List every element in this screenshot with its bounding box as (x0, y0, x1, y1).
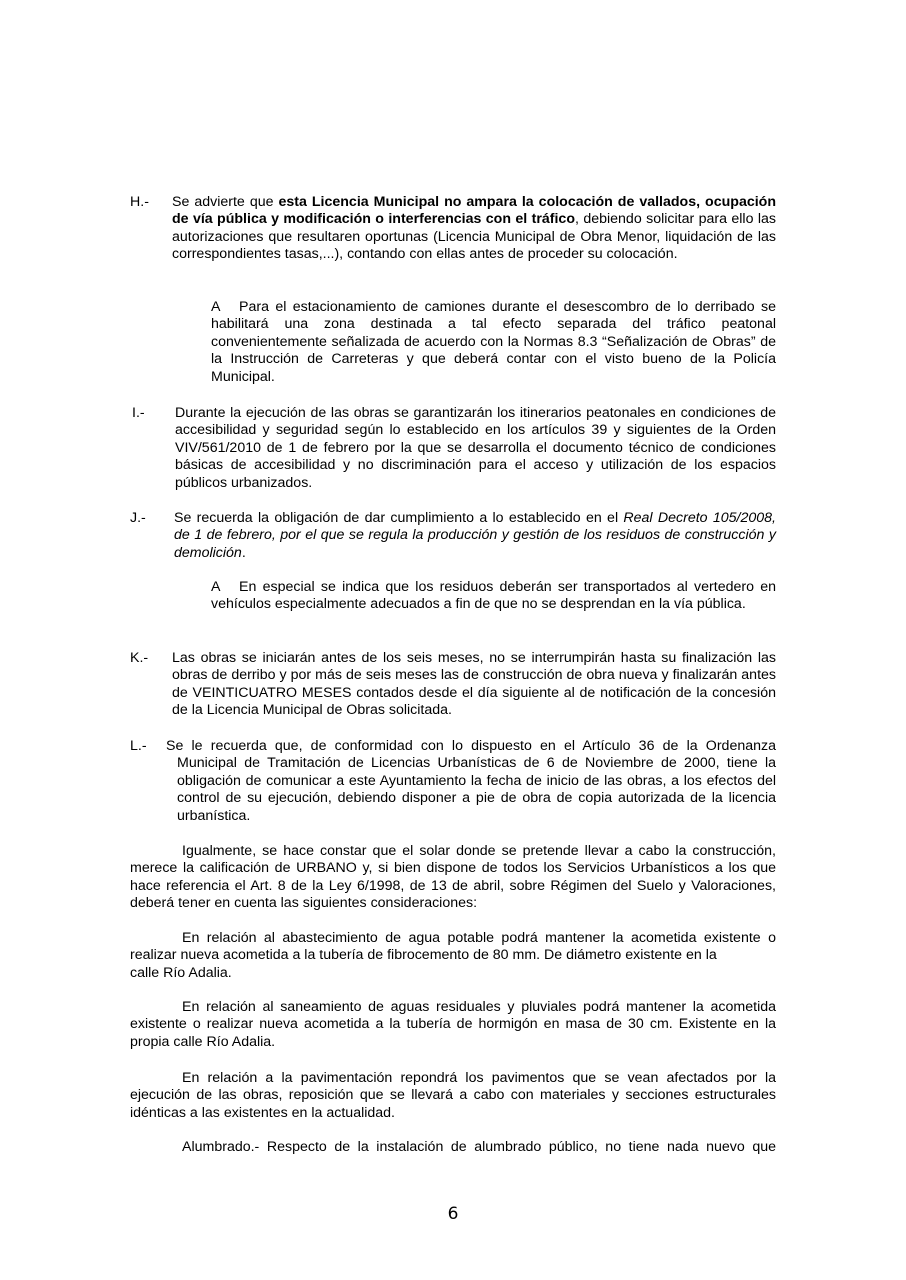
paragraph-alumbrado: Alumbrado.- Respecto de la instalación de alumbrado público, no tiene nada nuevo que (182, 1139, 776, 1155)
clause-h (130, 194, 776, 264)
clause-i-text: Durante la ejecución de las obras se garantizarán los itinerarios peatonales en condiciones de accesibilidad y seguridad según lo establecido en los artículos 39 y siguientes de la Orden VIV/561/2010 de 1 de febrero por la que se desarrolla el documento técnico de condiciones básicas de accesibilidad y no discriminación para el acceso y utilización de los espacios públicos urbanizados. (175, 405, 776, 491)
clause-j (130, 510, 776, 562)
clause-h-label: H.- (130, 194, 149, 210)
clause-i (130, 405, 776, 492)
clause-h-text: Se advierte que esta Licencia Municipal no ampara la colocación de vallados, ocupación de vía pública y modificación o interferencias con el tráfico, debiendo solicitar para ello las autorizaciones que resultaren oportunas (Licencia Municipal de Obra Menor, liquidación de las correspondientes tasas,...), contando con ellas antes de proceder su colocación. (172, 194, 776, 263)
paragraph-agua: En relación al abastecimiento de agua potable podrá mantener la acometida existente o realizar nueva acometida a la tubería de fibrocemento de 80 mm. De diámetro existente en la calle Río Adalia. (130, 930, 776, 981)
clause-j-sub-label: A (211, 579, 221, 595)
clause-k-label: K.- (130, 650, 149, 666)
clause-h-sub-label: A (211, 299, 221, 315)
clause-i-label: I.- (132, 405, 145, 421)
clause-j-sub-text: En especial se indica que los residuos deberán ser transportados al vertedero en vehículos especialmente adecuados a fin de que no se desprendan en la vía pública. (211, 579, 776, 613)
paragraph-pavimentacion: En relación a la pavimentación repondrá los pavimentos que se vean afectados por la ejecución de las obras, reposición que se llevará a cabo con materiales y secciones estructurales idénticas a las existentes en la actualidad. (130, 1070, 776, 1121)
clause-h-bold: esta Licencia Municipal no ampara la colocación de vallados, ocupación de vía pública y modificación o interferencias con el tráfico (172, 194, 776, 228)
clause-j-label: J.- (130, 510, 146, 526)
page-number: 6 (447, 1204, 459, 1224)
paragraph-igualmente: Igualmente, se hace constar que el solar donde se pretende llevar a cabo la construcción, merece la calificación de URBANO y, si bien dispone de todos los Servicios Urbanísticos a los que hace referencia el Art. 8 de la Ley 6/1998, de 13 de abril, sobre Régimen del Suelo y Valoraciones, deberá tener en cuenta las siguientes consideraciones: (130, 843, 776, 912)
clause-j-italic: Real Decreto 105/2008, de 1 de febrero, por el que se regula la producción y gestión de los residuos de construcción y demolición (174, 510, 776, 561)
clause-k-text: Las obras se iniciarán antes de los seis meses, no se interrumpirán hasta su finalización las obras de derribo y por más de seis meses las de construcción de obra nueva y finalizarán antes de VEINTICUATRO MESES contados desde el día siguiente al de notificación de la concesión de la Licencia Municipal de Obras solicitada. (172, 650, 776, 719)
clause-h-sub-text: Para el estacionamiento de camiones durante el desescombro de lo derribado se habilitará una zona destinada a tal efecto separada del tráfico peatonal convenientemente señalizada de acuerdo con la Normas 8.3 “Señalización de Obras” de la Instrucción de Carreteras y que deberá contar con el visto bueno de la Policía Municipal. (211, 299, 776, 385)
clause-j-subitem (211, 579, 776, 614)
clause-l-text: Municipal de Tramitación de Licencias Urbanísticas de 6 de Noviembre de 2000, tiene la obligación de comunicar a este Ayuntamiento la fecha de inicio de las obras, a los efectos del control de su ejecución, debiendo disponer a pie de obra de copia autorizada de la licencia urbanística. (177, 755, 776, 824)
paragraph-saneamiento: En relación al saneamiento de aguas residuales y pluviales podrá mantener la acometida existente o realizar nueva acometida a la tubería de hormigón en masa de 30 cm. Existente en la propia calle Río Adalia. (130, 999, 776, 1050)
clause-j-text: Se recuerda la obligación de dar cumplimiento a lo establecido en el Real Decreto 105/2008, de 1 de febrero, por el que se regula la producción y gestión de los residuos de construcción y demolición. (174, 510, 776, 561)
clause-h-subitem (211, 299, 776, 386)
clause-l-first-line: L.- Se le recuerda que, de conformidad con lo dispuesto en el Artículo 36 de la Ordenanza (130, 738, 776, 754)
clause-l-label: L.- (130, 738, 147, 754)
clause-l (130, 738, 776, 825)
clause-k (130, 650, 776, 720)
